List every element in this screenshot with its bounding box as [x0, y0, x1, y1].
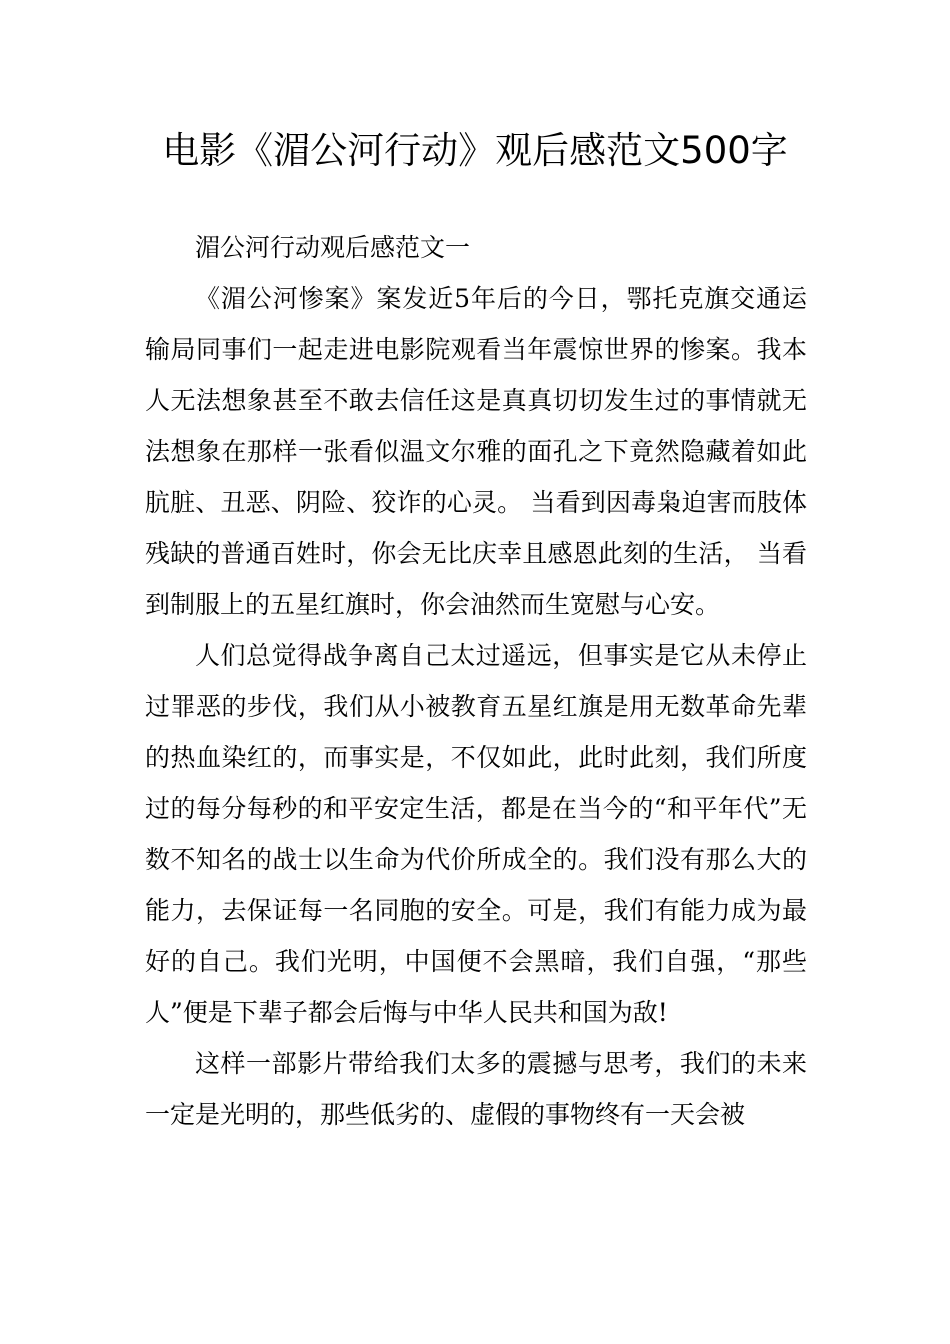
paragraph-1: 《湄公河惨案》案发近5年后的今日，鄂托克旗交通运输局同事们一起走进电影院观看当年震惊世界的惨案。我本人无法想象甚至不敢去信任这是真真切切发生过的事情就无法想象在那样一张看似温文尔雅的面孔之下竟然隐藏着如此肮脏、丑恶、阴险、狡诈的心灵。 当看到因毒枭迫害而肢体残缺的普通百姓时，你会无比庆幸且感恩此刻的生活， 当看到制服上的五星红旗时，你会油然而生宽慰与心安。: [145, 284, 807, 619]
paragraph-2: 人们总觉得战争离自己太过遥远，但事实是它从未停止过罪恶的步伐，我们从小被教育五星红旗是用无数革命先辈的热血染红的，而事实是，不仅如此，此时此刻，我们所度过的每分每秒的和平安定生活，都是在当今的“和平年代”无数不知名的战士以生命为代价所成全的。我们没有那么大的能力，去保证每一名同胞的安全。可是，我们有能力成为最好的自己。我们光明，中国便不会黑暗，我们自强，“那些人”便是下辈子都会后悔与中华人民共和国为敌!: [145, 641, 807, 1027]
document-body: [145, 222, 807, 1140]
paragraph-subheading: 湄公河行动观后感范文一: [195, 233, 471, 262]
document-title: 电影《湄公河行动》观后感范文500字: [162, 129, 788, 172]
paragraph-3: 这样一部影片带给我们太多的震撼与思考，我们的未来一定是光明的，那些低劣的、虚假的事物终有一天会被: [145, 1049, 807, 1129]
